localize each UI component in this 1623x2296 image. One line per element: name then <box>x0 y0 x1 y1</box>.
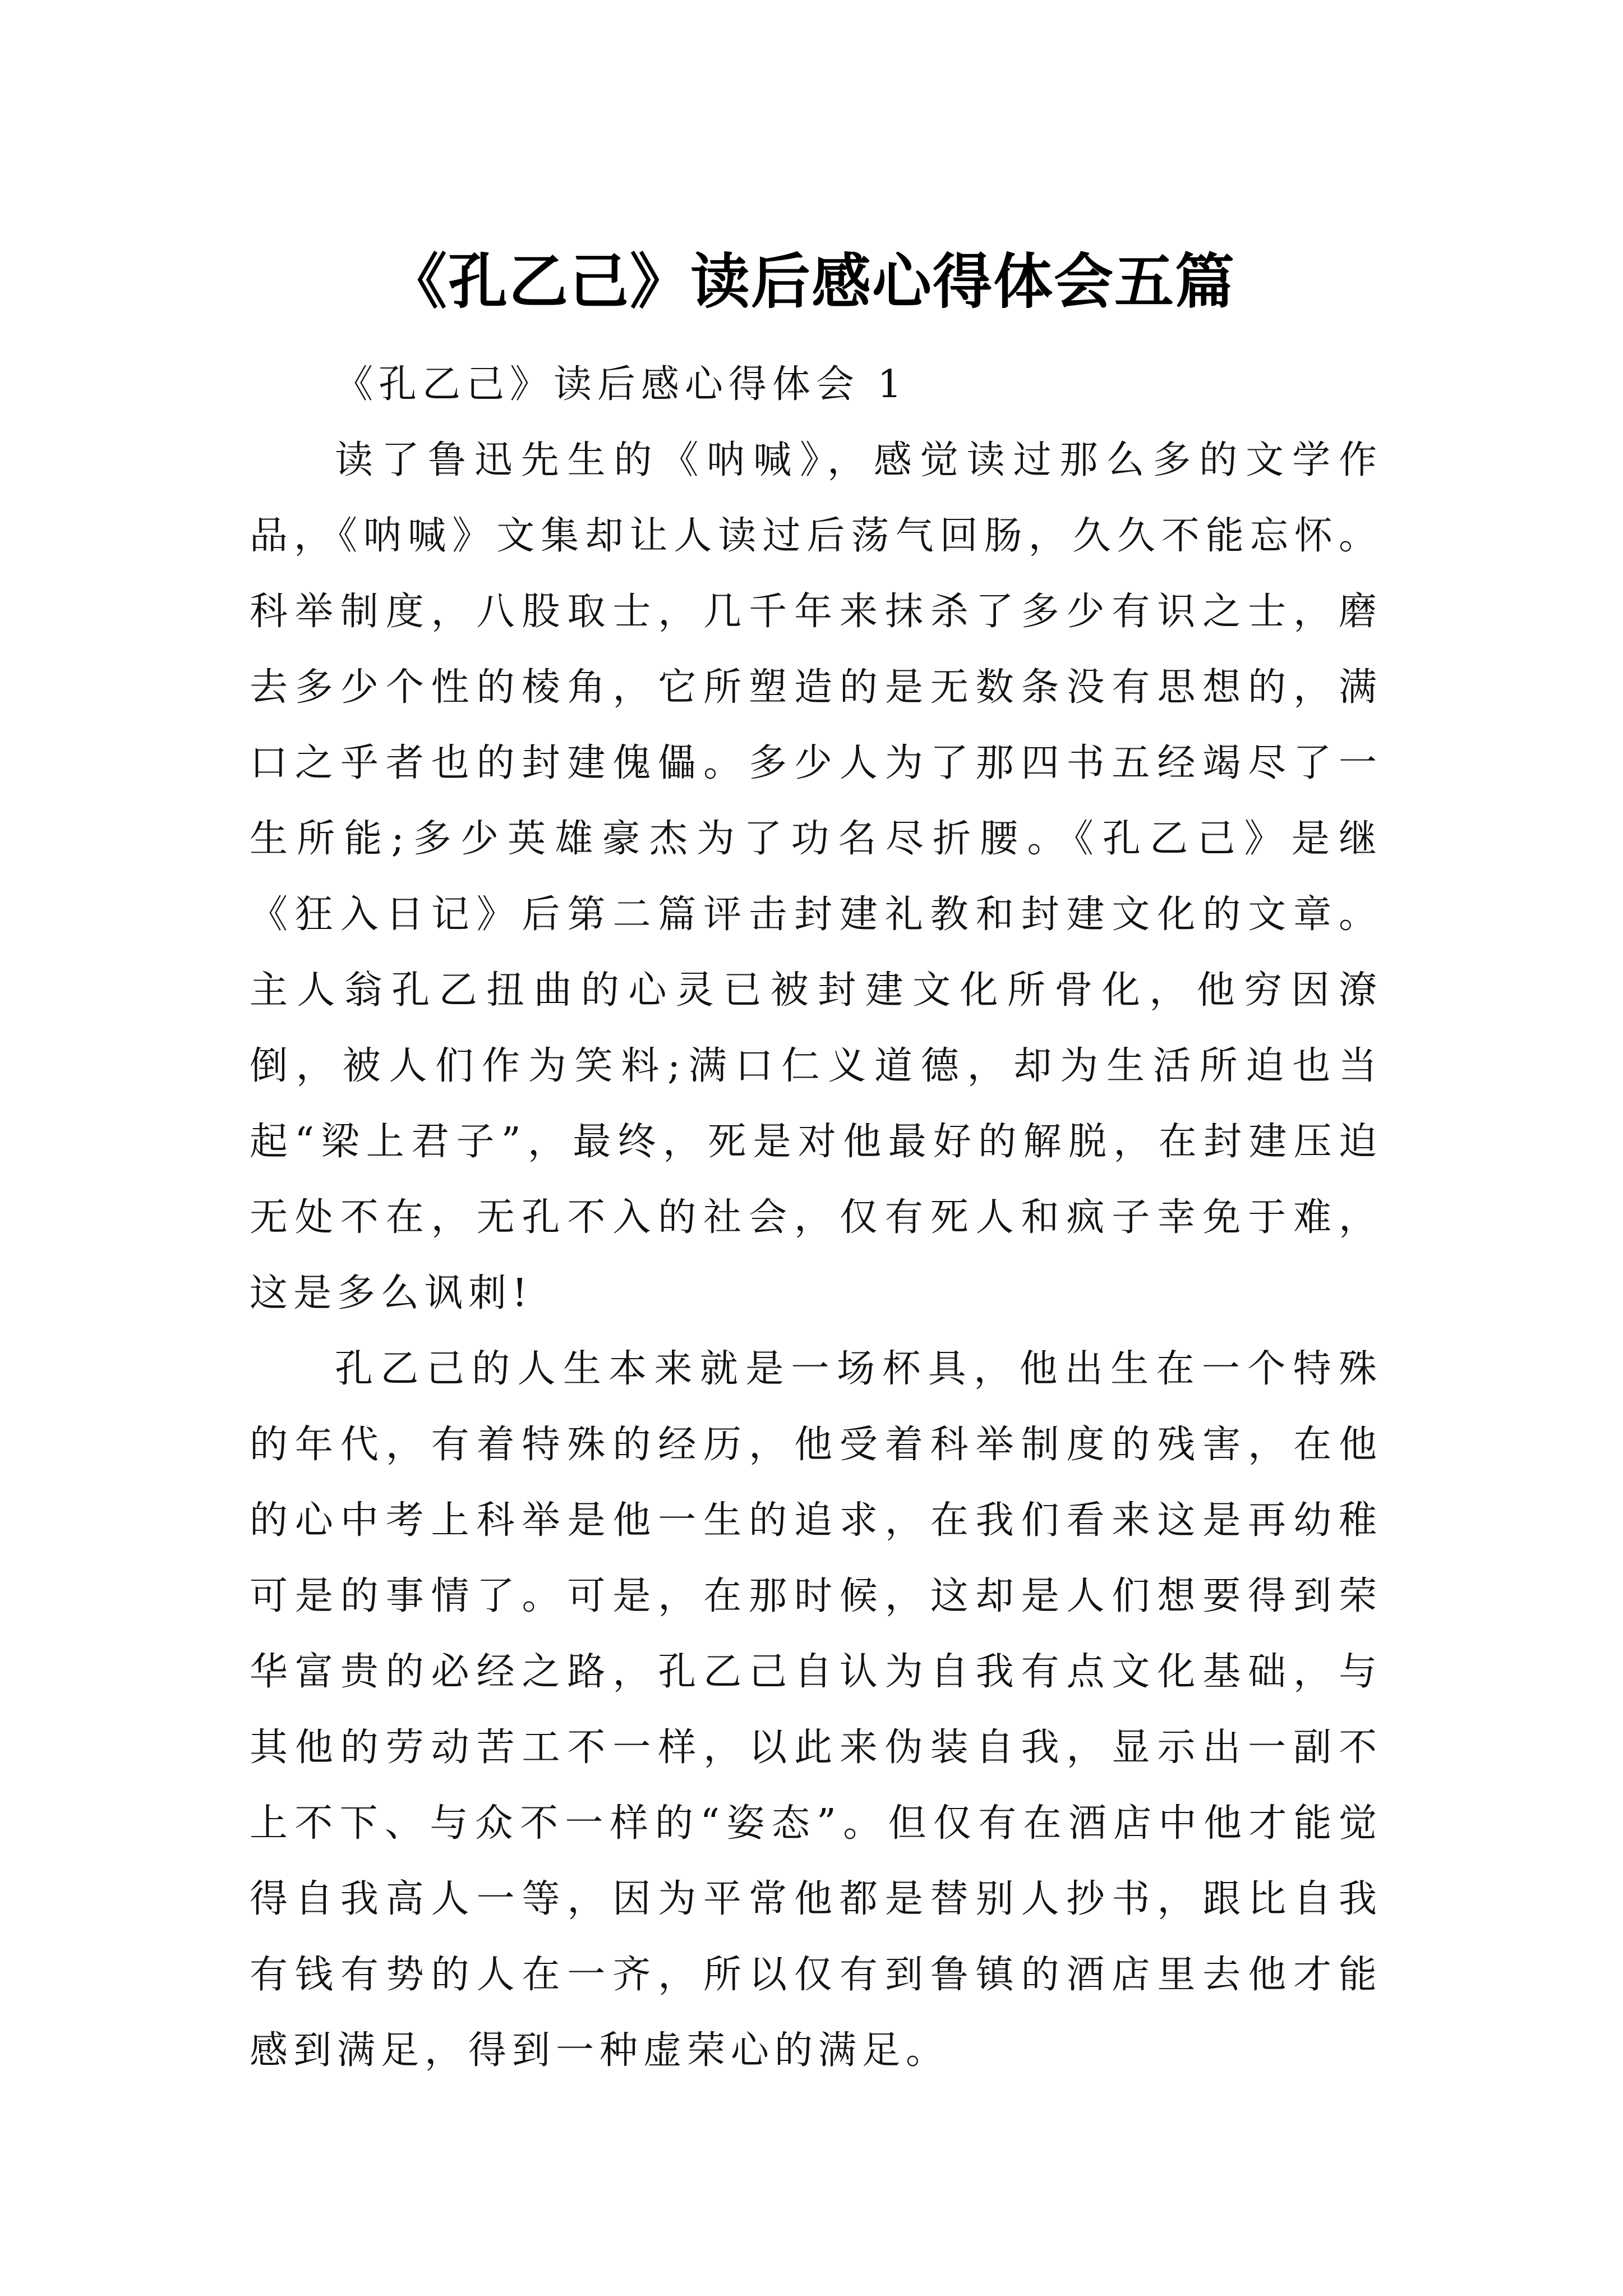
document-title: 《孔乙己》读后感心得体会五篇 <box>388 247 1235 317</box>
section-heading: 《孔乙己》读后感心得体会 1 <box>335 362 907 407</box>
paragraph: 读了鲁迅先生的《呐喊》，感觉读过那么多的文学作品，《呐喊》文集却让人读过后荡气回肠，久久不能忘怀。科举制度，八股取士，几千年来抹杀了多少有识之士，磨去多少个性的棱角，它所塑造的是无数条没有思想的，满口之乎者也的封建傀儡。多少人为了那四书五经竭尽了一生所能;多少英雄豪杰为了功名尽折腰。《孔乙己》是继《狂入日记》后第二篇评击封建礼教和封建文化的文章。主人翁孔乙扭曲的心灵已被封建文化所骨化，他穷因潦倒，被人们作为笑料;满口仁义道德，却为生活所迫也当起“梁上君子”，最终，死是对他最好的解脱，在封建压迫无处不在，无孔不入的社会，仅有死人和疯子幸免于难，这是多么讽刺! <box>250 438 1382 1315</box>
document-body <box>250 347 1382 2088</box>
paragraph: 孔乙己的人生本来就是一场杯具，他出生在一个特殊的年代，有着特殊的经历，他受着科举制度的残害，在他的心中考上科举是他一生的追求，在我们看来这是再幼稚可是的事情了。可是，在那时候，这却是人们想要得到荣华富贵的必经之路，孔乙己自认为自我有点文化基础，与其他的劳动苦工不一样，以此来伪装自我，显示出一副不上不下、与众不一样的“姿态”。但仅有在酒店中他才能觉得自我高人一等，因为平常他都是替别人抄书，跟比自我有钱有势的人在一齐，所以仅有到鲁镇的酒店里去他才能感到满足，得到一种虚荣心的满足。 <box>250 1347 1382 2073</box>
